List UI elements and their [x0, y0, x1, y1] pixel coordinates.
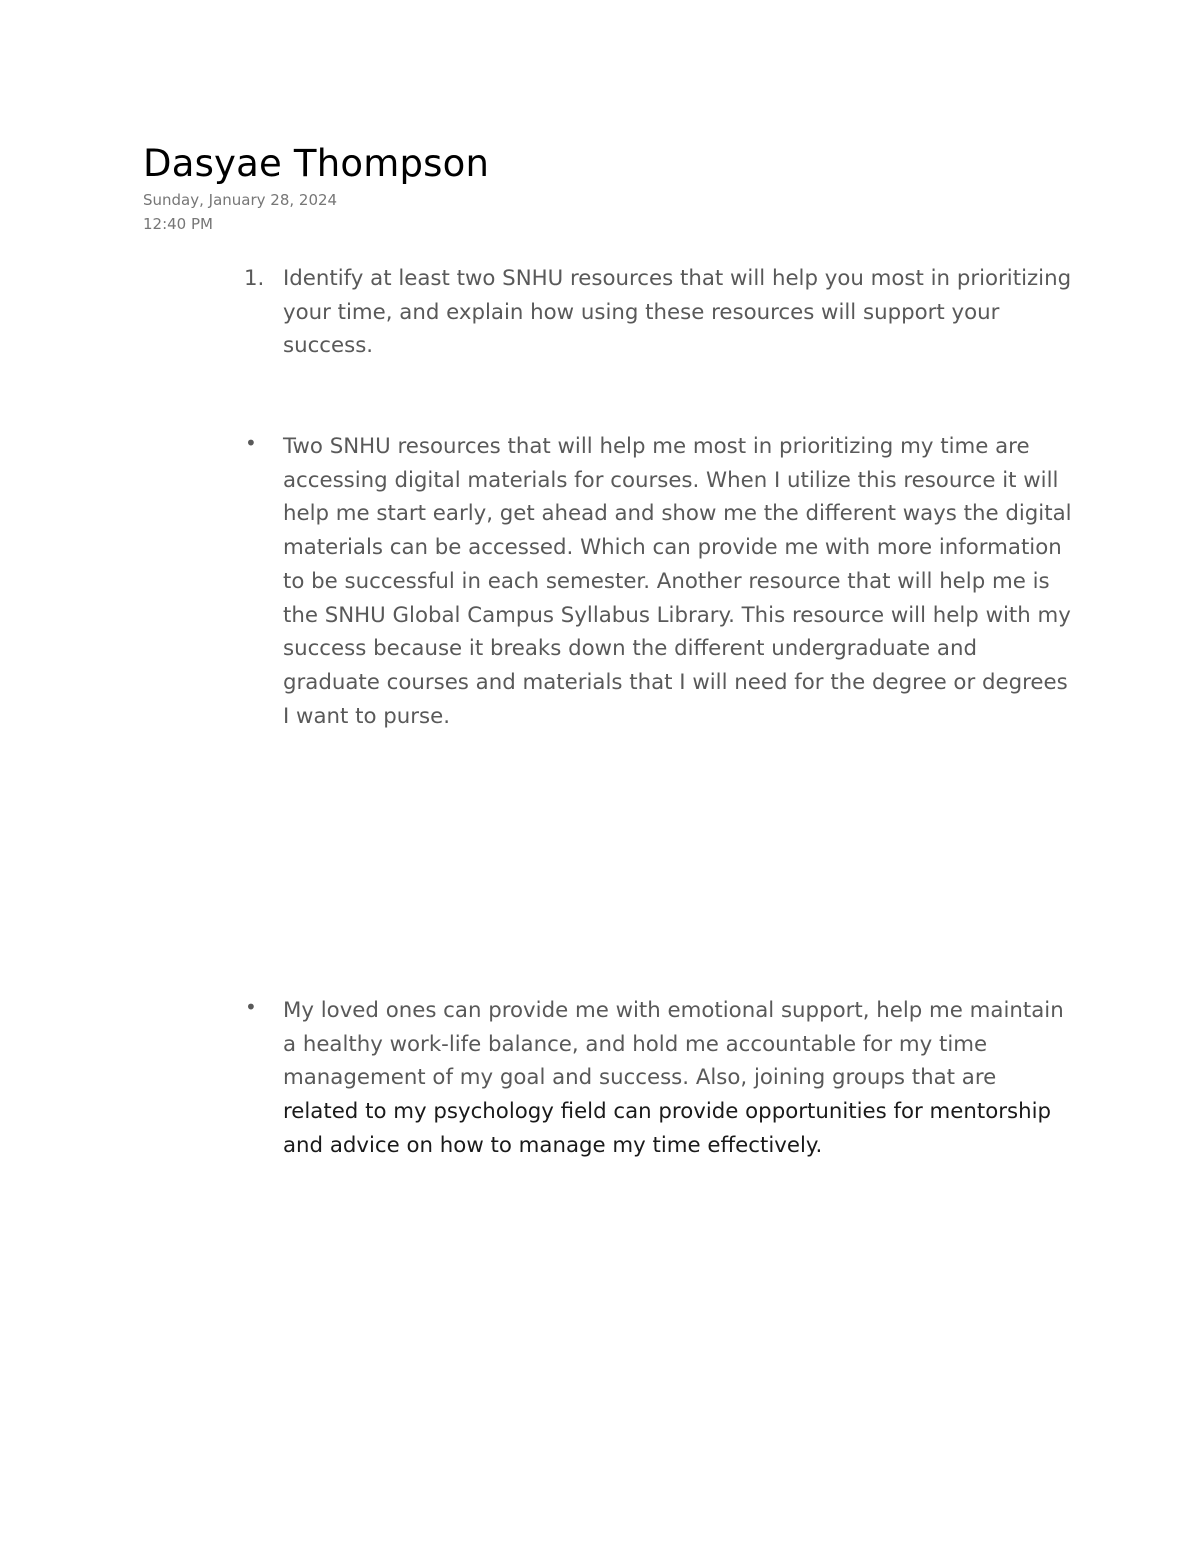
- bullet-list-item[interactable]: [244, 994, 1074, 1163]
- answer-text-1: Two SNHU resources that will help me most in prioritizing my time are accessing digital materials for courses. When I utilize this resource it will help me start early, get ahead and show me the different ways the digital materials can be accessed. Which can provide me with more information to be successful in each semester. Another resource that will help me is the SNHU Global Campus Syllabus Library. This resource will help with my success because it breaks down the different undergraduate and graduate courses and materials that I will need for the degree or degrees I want to purse.: [283, 434, 1072, 729]
- answer-text-2: [283, 994, 1073, 1163]
- question-text: Identify at least two SNHU resources that will help you most in prioritizing your time, and explain how using these resources will support your success.: [283, 266, 1072, 359]
- note-title[interactable]: Dasyae Thompson: [143, 142, 490, 185]
- note-date: Sunday, January 28, 2024: [143, 191, 338, 209]
- bullet-icon: •: [245, 431, 257, 455]
- numbered-list-item[interactable]: [244, 262, 1074, 363]
- bullet-list-item[interactable]: [244, 430, 1074, 733]
- answer-text-2-part2: related to my psychology field can provide opportunities for mentorship and advice on how to manage my time effectively.: [283, 1099, 1052, 1158]
- bullet-icon: •: [245, 995, 257, 1019]
- answer-text-2-part1: My loved ones can provide me with emotional support, help me maintain a healthy work-life balance, and hold me accountable for my time management of my goal and success. Also, joining groups that are: [283, 998, 1064, 1091]
- list-number: 1.: [244, 266, 265, 291]
- note-time: 12:40 PM: [143, 215, 213, 233]
